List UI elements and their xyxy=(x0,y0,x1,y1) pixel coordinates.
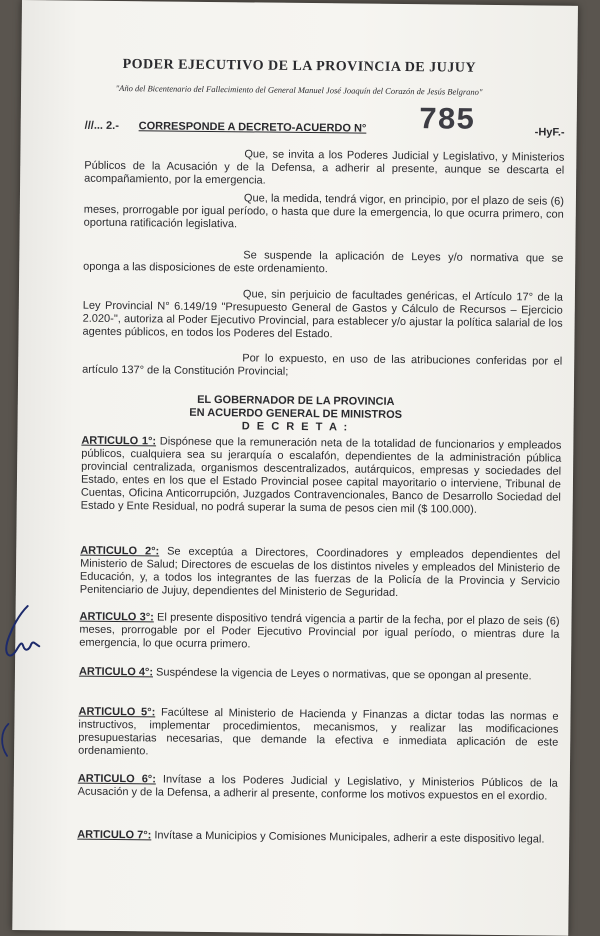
handwritten-parenthesis-icon xyxy=(0,720,14,760)
document-page xyxy=(12,0,578,936)
article-1 xyxy=(81,435,562,518)
article-label: ARTICULO 2°: xyxy=(80,544,160,558)
document-motto: "Año del Bicentenario del Fallecimiento del General Manuel José Joaquín del Corazón de Jesús Belgrano" xyxy=(115,82,483,97)
article-6 xyxy=(78,773,558,804)
considerando-2: Que, la medida, tendrá vigor, en principio, por el plazo de seis (6) meses, prorrogable por igual período, o hasta que dure la emergencia, lo que ocurra primero, con oportuna ratificación legislativa. xyxy=(83,192,564,231)
article-3 xyxy=(79,611,559,655)
article-label: ARTICULO 5°: xyxy=(78,705,156,719)
decree-number: 785 xyxy=(418,103,475,139)
page-continuation: ///... 2.- xyxy=(84,119,119,133)
article-body: Invítase a Municipios y Comisiones Municipales, adherir a este dispositivo legal. xyxy=(151,829,545,846)
considerando-4: Que, sin perjuicio de facultades genéricas, el Artículo 17° de la Ley Provincial N° 6.149/19 "Presupuesto General de Gastos y Cálculo de Recursos – Ejercicio 2.020-", autoriza al Poder Ejecutivo Provincial, para establecer y/o ajustar la política salarial de los agentes públicos, en todos los Poderes del Estado. xyxy=(82,288,563,341)
considerando-1: Que, se invita a los Poderes Judicial y Legislativo, y Ministerios Públicos de la Acusación y de la Defensa, a adherir al presente, aunque se descarta el acompañamiento, por la emergencia. xyxy=(84,148,565,187)
reference-suffix: -HyF.- xyxy=(534,126,565,139)
article-5 xyxy=(78,706,559,763)
article-body: Invítase a los Poderes Judicial y Legislativo, y Ministerios Públicos de la Acusación y de la Defensa, a adherir al presente, conforme los motivos expuestos en el exordio. xyxy=(77,773,558,803)
governor-heading: EL GOBERNADOR DE LA PROVINCIA xyxy=(197,393,395,408)
article-label: ARTICULO 6°: xyxy=(77,772,156,786)
article-label: ARTICULO 7°: xyxy=(77,828,152,842)
article-4 xyxy=(79,666,559,684)
reference-label: CORRESPONDE A DECRETO-ACUERDO N° xyxy=(138,120,367,135)
decree-heading xyxy=(17,392,573,437)
article-body: El presente dispositivo tendrá vigencia a partir de la fecha, por el plazo de seis (6) meses, prorrogable por el Poder Ejecutivo Provincial por igual período, o mientras dure la emergencia, lo que ocurra primero. xyxy=(79,611,560,651)
article-body: Se exceptúa a Directores, Coordinadores y empleados dependientes del Ministerio de Salud; Directores de escuelas de los distintos niveles y empleados del Ministerio de Educación, y, a todos los integrantes de las fuerzas de la Policía de la Provincia y Servicio Penitenciario de Jujuy, dependientes del Ministerio de Seguridad. xyxy=(79,545,561,599)
considerando-3: Se suspende la aplicación de Leyes y/o normativa que se oponga a las disposiciones de este ordenamiento. xyxy=(83,249,564,276)
considerando-5: Por lo expuesto, en uso de las atribuciones conferidas por el artículo 137° de la Constitución Provincial; xyxy=(82,352,563,378)
handwritten-pen-mark-icon xyxy=(0,600,54,681)
article-7 xyxy=(77,829,557,847)
article-body: Suspéndese la vigencia de Leyes o normativas, que se opongan al presente. xyxy=(152,666,532,683)
article-label: ARTICULO 1°: xyxy=(81,434,157,448)
article-body: Dispónese que la remuneración neta de la totalidad de funcionarios y empleados públicos, cualquiera sea su jerarquía o escalafón, dependientes de la administración pública provincial centralizada, organismos descentralizados, autárquicos, empresas y sociedades del Estado, entes en los que el Estado Provincial posee capital mayoritario o interviene, Tribunal de Cuentas, Oficina Anticorrupción, Juzgados Contravencionales, Banco de Desarrollo Sociedad del Estado y Ente Residual, no podrá superar la suma de pesos cien mil ($ 100.000). xyxy=(80,435,562,516)
article-label: ARTICULO 4°: xyxy=(78,665,154,679)
document-title: PODER EJECUTIVO DE LA PROVINCIA DE JUJUY xyxy=(122,57,477,76)
article-2 xyxy=(80,545,561,602)
article-label: ARTICULO 3°: xyxy=(79,610,154,624)
article-body: Facúltese al Ministerio de Hacienda y Finanzas a dictar todas las normas e instructivos, implementar procedimientos, mecanismos, y realizar las modificaciones presupuestarias necesarias, que demande la efectiva e inmediata aplicación de este ordenamiento. xyxy=(78,706,559,758)
ministers-heading: EN ACUERDO GENERAL DE MINISTROS xyxy=(189,406,403,422)
decreta-heading: D E C R E T A : xyxy=(241,420,350,434)
